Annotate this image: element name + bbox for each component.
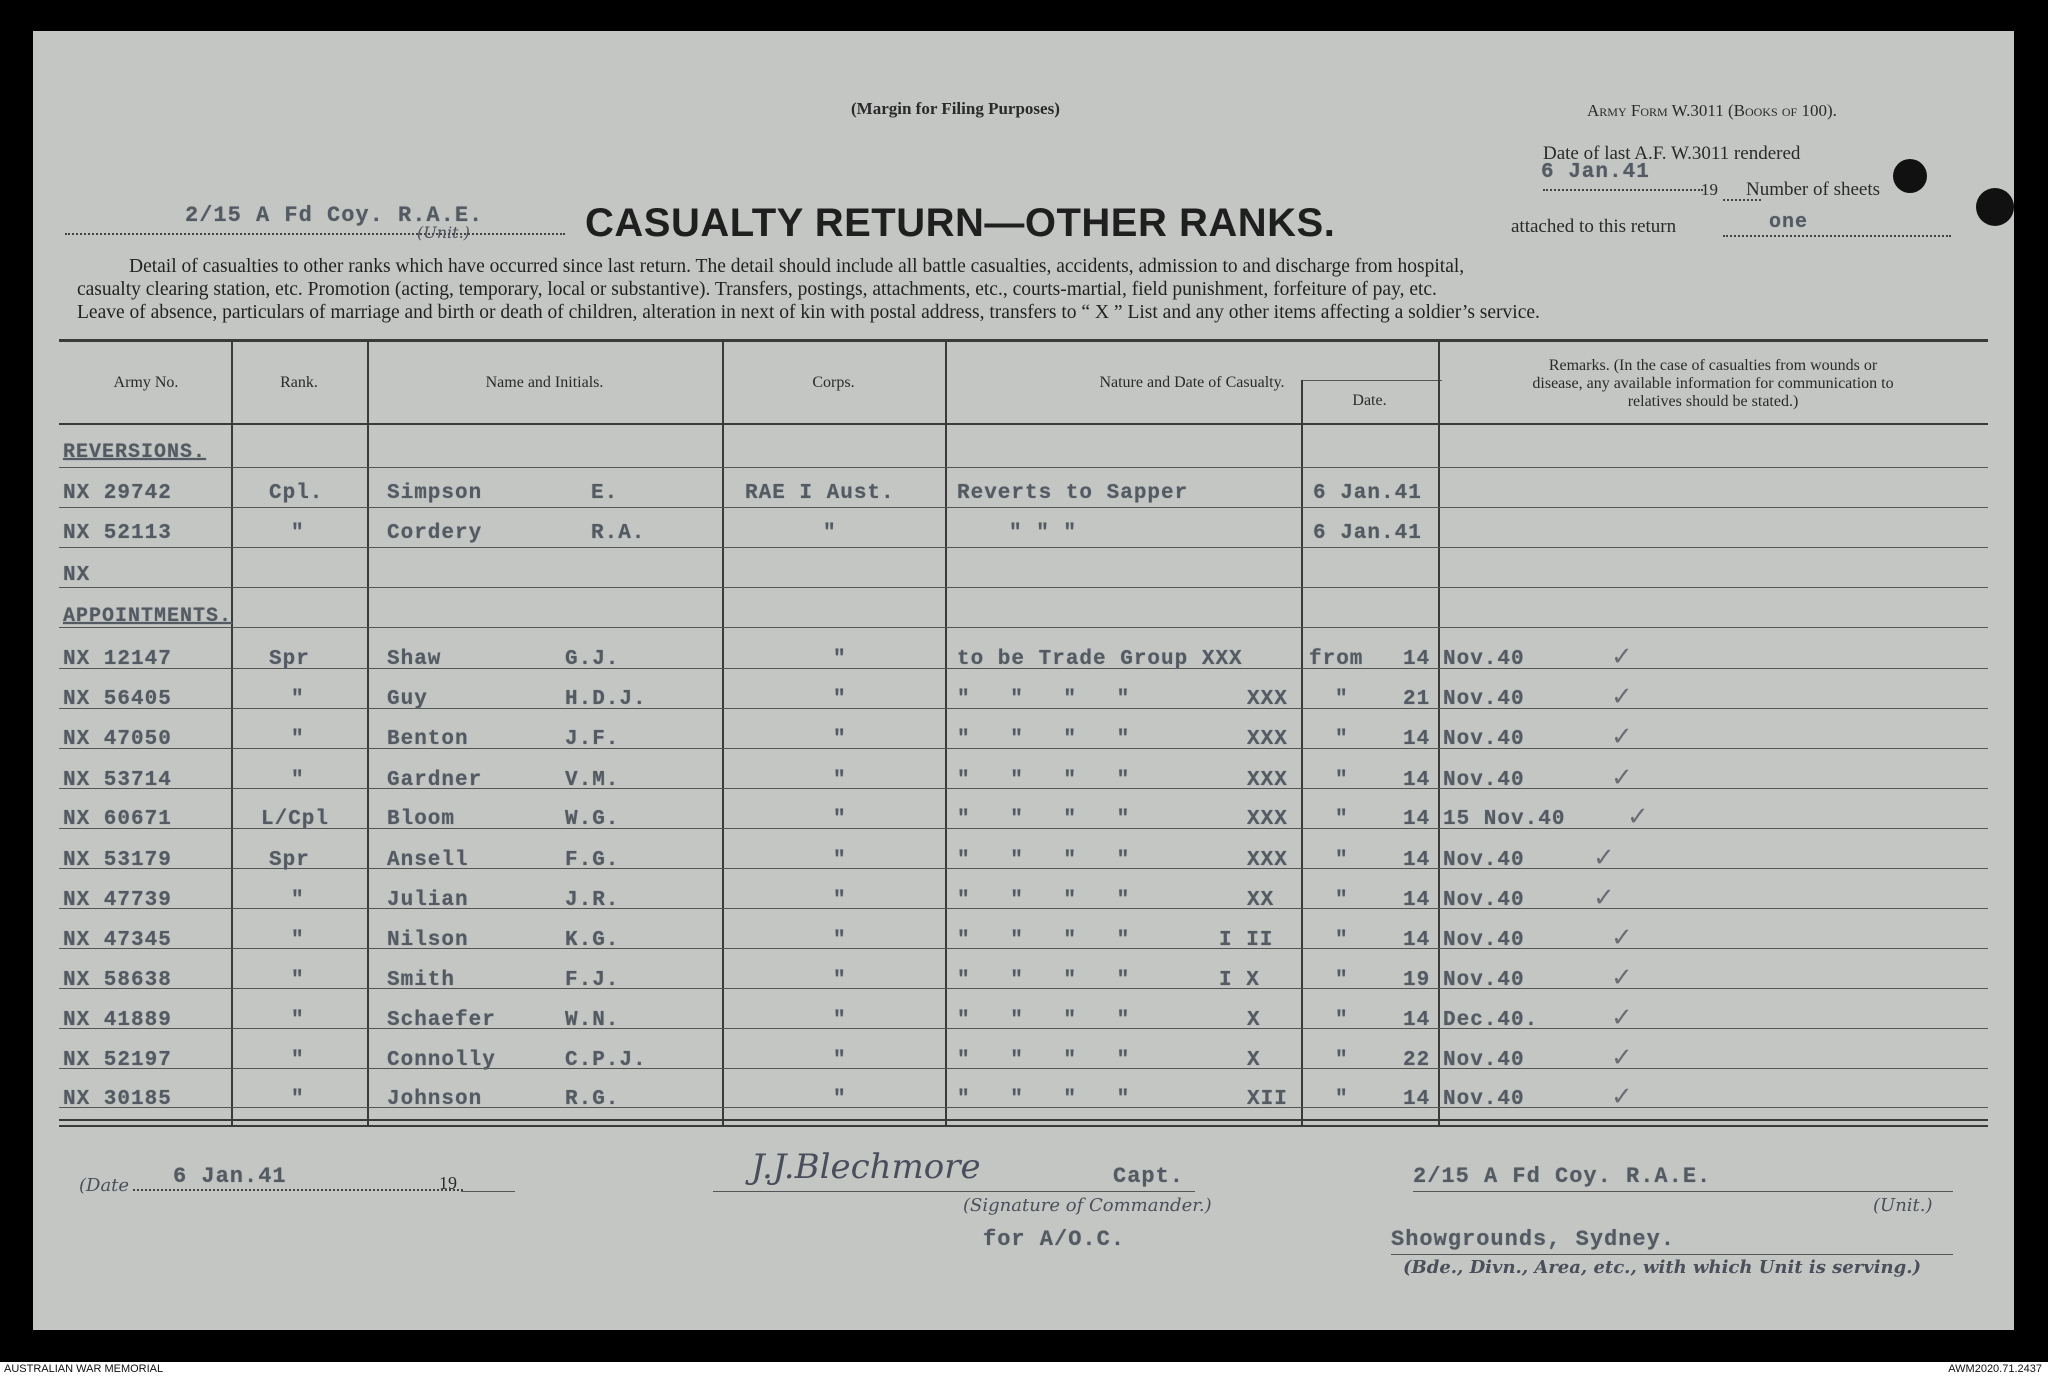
from-cell: " — [1335, 769, 1349, 792]
month-cell: Nov.40 — [1443, 728, 1525, 751]
nature-cell: " " " " — [957, 808, 1144, 831]
initials-cell: F.G. — [565, 849, 620, 872]
day-cell: 14 — [1403, 1088, 1431, 1111]
corps-cell: " — [823, 522, 837, 545]
date-last-year: 19 — [1701, 180, 1718, 199]
rank-cell: Spr — [269, 849, 310, 872]
signature-note: for A/O.C. — [983, 1227, 1126, 1252]
attached-label: attached to this return — [1511, 216, 1677, 237]
rank-cell: " — [291, 522, 305, 545]
group-cell: XXX — [1247, 849, 1288, 872]
footer-unit-line — [1413, 1191, 1953, 1192]
row-rule — [59, 627, 1988, 628]
surname-cell: Nilson — [387, 929, 469, 952]
corps-cell: " — [833, 728, 847, 751]
date-last-value: 6 Jan.41 — [1541, 161, 1650, 184]
header-remarks-3: relatives should be stated.) — [1627, 393, 1799, 410]
day-cell: 14 — [1403, 849, 1431, 872]
month-cell: Nov.40 — [1443, 849, 1525, 872]
month-cell: Nov.40 — [1443, 889, 1525, 912]
initials-cell: J.R. — [565, 889, 620, 912]
day-cell: 14 — [1403, 769, 1431, 792]
surname-cell: Shaw — [387, 648, 442, 671]
date-cell: 6 Jan.41 — [1313, 482, 1422, 505]
initials-cell: E. — [591, 482, 619, 505]
surname-cell: Schaefer — [387, 1009, 496, 1032]
tick-mark: ✓ — [1611, 1003, 1633, 1033]
rank-cell: " — [291, 728, 305, 751]
army-no-cell: NX 52197 — [63, 1049, 172, 1072]
tick-mark: ✓ — [1627, 802, 1649, 832]
army-no-cell: NX 58638 — [63, 969, 172, 992]
corps-cell: " — [833, 808, 847, 831]
group-cell: XXX — [1247, 728, 1288, 751]
from-cell: " — [1335, 929, 1349, 952]
footer-date-year: 19 — [439, 1173, 457, 1193]
archive-right-label: AWM2020.71.2437 — [1948, 1363, 2042, 1375]
header-name: Name and Initials. — [485, 374, 604, 391]
group-cell: X — [1247, 1009, 1261, 1032]
from-cell: " — [1335, 1049, 1349, 1072]
day-cell: 14 — [1403, 1009, 1431, 1032]
surname-cell: Smith — [387, 969, 456, 992]
month-cell: 15 Nov.40 — [1443, 808, 1566, 831]
section-reversions: REVERSIONS. — [63, 441, 207, 464]
row-rule — [59, 587, 1988, 588]
month-cell: Nov.40 — [1443, 648, 1525, 671]
surname-cell: Benton — [387, 728, 469, 751]
initials-cell: H.D.J. — [565, 688, 647, 711]
surname-cell: Cordery — [387, 522, 483, 545]
instructions-line-2: casualty clearing station, etc. Promotion (acting, temporary, local or substantive). Transfers, postings, attachments, etc., courts-martial, field punishment, forfeiture of pay, etc. — [77, 279, 1437, 300]
from-cell: " — [1335, 849, 1349, 872]
nature-cell: " " " " — [957, 929, 1144, 952]
group-cell: I II — [1219, 929, 1274, 952]
initials-cell: W.N. — [565, 1009, 620, 1032]
army-no-cell: NX 47739 — [63, 889, 172, 912]
nature-cell: " " " " — [957, 889, 1144, 912]
nature-cell: " " " " — [957, 1009, 1144, 1032]
tick-mark: ✓ — [1611, 642, 1633, 672]
corps-cell: " — [833, 929, 847, 952]
header-nature: Nature and Date of Casualty. — [1099, 374, 1285, 391]
corps-cell: " — [833, 1049, 847, 1072]
group-cell: XXX — [1247, 688, 1288, 711]
corps-cell: RAE I Aust. — [745, 482, 895, 505]
group-cell: XXX — [1247, 769, 1288, 792]
table-top-rule — [59, 339, 1988, 342]
attached-value: one — [1769, 211, 1809, 234]
day-cell: 14 — [1403, 728, 1431, 751]
archive-left-label: AUSTRALIAN WAR MEMORIAL — [4, 1363, 164, 1375]
punch-hole-bottom — [1976, 188, 2014, 226]
section-appointments: APPOINTMENTS. — [63, 605, 233, 628]
footer-location-line — [1391, 1254, 1953, 1255]
attached-line — [1723, 235, 1951, 237]
col-sep-army-rank — [231, 339, 233, 1125]
rank-cell: " — [291, 1009, 305, 1032]
group-cell: XX — [1247, 889, 1275, 912]
row-rule — [59, 467, 1988, 468]
corps-cell: " — [833, 769, 847, 792]
nature-cell: " " " " — [957, 769, 1144, 792]
army-no-cell: NX 47345 — [63, 929, 172, 952]
day-cell: 14 — [1403, 889, 1431, 912]
stray-nx: NX — [63, 564, 91, 587]
footer-date-label: (Date — [79, 1175, 130, 1196]
initials-cell: K.G. — [565, 929, 620, 952]
unit-label: (Unit.) — [417, 223, 470, 242]
rank-cell: " — [291, 688, 305, 711]
month-cell: Nov.40 — [1443, 769, 1525, 792]
corps-cell: " — [833, 648, 847, 671]
date-last-label: Date of last A.F. W.3011 rendered — [1543, 143, 1801, 164]
surname-cell: Julian — [387, 889, 469, 912]
rank-cell: " — [291, 929, 305, 952]
nature-cell: " " " " — [957, 1088, 1144, 1111]
footer-year-line — [461, 1191, 515, 1192]
month-cell: Nov.40 — [1443, 969, 1525, 992]
rank-cell: " — [291, 1088, 305, 1111]
surname-cell: Bloom — [387, 808, 456, 831]
initials-cell: J.F. — [565, 728, 620, 751]
footer-unit-label: (Unit.) — [1873, 1195, 1933, 1216]
nature-cell: " " " " — [957, 1049, 1144, 1072]
from-cell: " — [1335, 728, 1349, 751]
corps-cell: " — [833, 889, 847, 912]
army-no-cell: NX 52113 — [63, 522, 172, 545]
rank-cell: " — [291, 1049, 305, 1072]
surname-cell: Johnson — [387, 1088, 483, 1111]
margin-note: (Margin for Filing Purposes) — [851, 99, 1060, 118]
from-cell: " — [1335, 889, 1349, 912]
table-header-rule — [59, 423, 1988, 425]
col-sep-date-remarks — [1438, 339, 1440, 1125]
army-no-cell: NX 60671 — [63, 808, 172, 831]
tick-mark: ✓ — [1611, 923, 1633, 953]
rank-cell: " — [291, 969, 305, 992]
nature-cell: Reverts to Sapper — [957, 482, 1189, 505]
footer-unit-value: 2/15 A Fd Coy. R.A.E. — [1413, 1164, 1712, 1189]
rank-cell: L/Cpl — [261, 808, 330, 831]
tick-mark: ✓ — [1611, 682, 1633, 712]
army-no-cell: NX 29742 — [63, 482, 172, 505]
unit-line — [65, 233, 565, 235]
army-no-cell: NX 53179 — [63, 849, 172, 872]
from-cell: " — [1335, 1009, 1349, 1032]
nature-cell: " " " — [1009, 522, 1078, 545]
rank-cell: Cpl. — [269, 482, 324, 505]
corps-cell: " — [833, 849, 847, 872]
day-cell: 14 — [1403, 808, 1431, 831]
month-cell: Dec.40. — [1443, 1009, 1539, 1032]
rank-cell: " — [291, 769, 305, 792]
day-cell: 14 — [1403, 648, 1431, 671]
from-cell: " — [1335, 688, 1349, 711]
instructions-line-1: Detail of casualties to other ranks which have occurred since last return. The detail should include all battle casualties, accidents, admission to and discharge from hospital, — [129, 256, 1465, 277]
army-no-cell: NX 41889 — [63, 1009, 172, 1032]
tick-mark: ✓ — [1611, 1043, 1633, 1073]
from-cell: " — [1335, 969, 1349, 992]
signature-label: (Signature of Commander.) — [963, 1195, 1212, 1216]
army-no-cell: NX 56405 — [63, 688, 172, 711]
surname-cell: Simpson — [387, 482, 483, 505]
army-no-cell: NX 53714 — [63, 769, 172, 792]
rank-cell: " — [291, 889, 305, 912]
surname-cell: Connolly — [387, 1049, 496, 1072]
signature-line — [713, 1191, 1195, 1192]
tick-mark: ✓ — [1593, 843, 1615, 873]
document-sheet — [33, 31, 2014, 1330]
surname-cell: Gardner — [387, 769, 483, 792]
archive-strip — [0, 1362, 2048, 1378]
col-sep-nature-date — [1301, 380, 1303, 1125]
group-cell: I X — [1219, 969, 1260, 992]
header-rank: Rank. — [280, 374, 318, 391]
instructions-line-3: Leave of absence, particulars of marriage and birth or death of children, alteration in next of kin with postal address, transfers to “ X ” List and any other items affecting a soldier’s service. — [77, 302, 1540, 323]
tick-mark: ✓ — [1611, 1082, 1633, 1112]
col-sep-corps-nature — [945, 339, 947, 1125]
initials-cell: R.A. — [591, 522, 646, 545]
nature-cell: " " " " — [957, 688, 1144, 711]
corps-cell: " — [833, 1088, 847, 1111]
punch-hole-top — [1893, 159, 1927, 193]
tick-mark: ✓ — [1611, 722, 1633, 752]
from-cell: " — [1335, 1088, 1349, 1111]
army-no-cell: NX 30185 — [63, 1088, 172, 1111]
nature-cell: to be Trade Group XXX — [957, 648, 1243, 671]
tick-mark: ✓ — [1611, 763, 1633, 793]
date-last-line — [1543, 189, 1703, 191]
col-sep-name-corps — [722, 339, 724, 1125]
header-date: Date. — [1352, 392, 1387, 409]
group-cell: XII — [1247, 1088, 1288, 1111]
month-cell: Nov.40 — [1443, 1088, 1525, 1111]
form-id: Army Form W.3011 (Books of 100). — [1587, 101, 1837, 120]
footer-location-value: Showgrounds, Sydney. — [1391, 1227, 1676, 1252]
header-remarks-2: disease, any available information for communication to — [1532, 375, 1894, 392]
rank-cell: Spr — [269, 648, 310, 671]
header-remarks-1: Remarks. (In the case of casualties from wounds or — [1548, 357, 1878, 374]
footer-date-line — [133, 1189, 463, 1191]
row-rule — [59, 507, 1988, 508]
from-cell: from — [1309, 648, 1364, 671]
day-cell: 21 — [1403, 688, 1431, 711]
corps-cell: " — [833, 969, 847, 992]
nature-cell: " " " " — [957, 969, 1144, 992]
initials-cell: F.J. — [565, 969, 620, 992]
army-no-cell: NX 47050 — [63, 728, 172, 751]
initials-cell: C.P.J. — [565, 1049, 647, 1072]
from-cell: " — [1335, 808, 1349, 831]
table-bottom-rule-2 — [59, 1125, 1988, 1127]
month-cell: Nov.40 — [1443, 688, 1525, 711]
commander-signature: J.J.Blechmore — [751, 1147, 981, 1187]
footer-location-label: (Bde., Divn., Area, etc., with which Unit is serving.) — [1403, 1257, 1921, 1278]
day-cell: 14 — [1403, 929, 1431, 952]
initials-cell: G.J. — [565, 648, 620, 671]
form-title: CASUALTY RETURN—OTHER RANKS. — [585, 201, 1336, 245]
footer-date-value: 6 Jan.41 — [173, 1164, 287, 1189]
nature-cell: " " " " — [957, 849, 1144, 872]
corps-cell: " — [833, 1009, 847, 1032]
initials-cell: V.M. — [565, 769, 620, 792]
tick-mark: ✓ — [1611, 963, 1633, 993]
row-rule — [59, 547, 1988, 548]
table-bottom-rule-1 — [59, 1119, 1988, 1121]
col-sep-rank-name — [367, 339, 369, 1125]
surname-cell: Guy — [387, 688, 428, 711]
instructions-text — [77, 255, 1967, 324]
group-cell: X — [1247, 1049, 1261, 1072]
group-cell: XXX — [1247, 808, 1288, 831]
nature-cell: " " " " — [957, 728, 1144, 751]
army-no-cell: NX 12147 — [63, 648, 172, 671]
corps-cell: " — [833, 688, 847, 711]
day-cell: 19 — [1403, 969, 1431, 992]
unit-value: 2/15 A Fd Coy. R.A.E. — [185, 203, 484, 228]
date-cell: 6 Jan.41 — [1313, 522, 1422, 545]
number-sheets-label: Number of sheets — [1746, 179, 1881, 200]
header-corps: Corps. — [812, 374, 855, 391]
initials-cell: R.G. — [565, 1088, 620, 1111]
month-cell: Nov.40 — [1443, 1049, 1525, 1072]
tick-mark: ✓ — [1593, 883, 1615, 913]
header-army-no: Army No. — [113, 374, 179, 391]
initials-cell: W.G. — [565, 808, 620, 831]
day-cell: 22 — [1403, 1049, 1431, 1072]
commander-rank: Capt. — [1113, 1164, 1185, 1189]
surname-cell: Ansell — [387, 849, 469, 872]
month-cell: Nov.40 — [1443, 929, 1525, 952]
